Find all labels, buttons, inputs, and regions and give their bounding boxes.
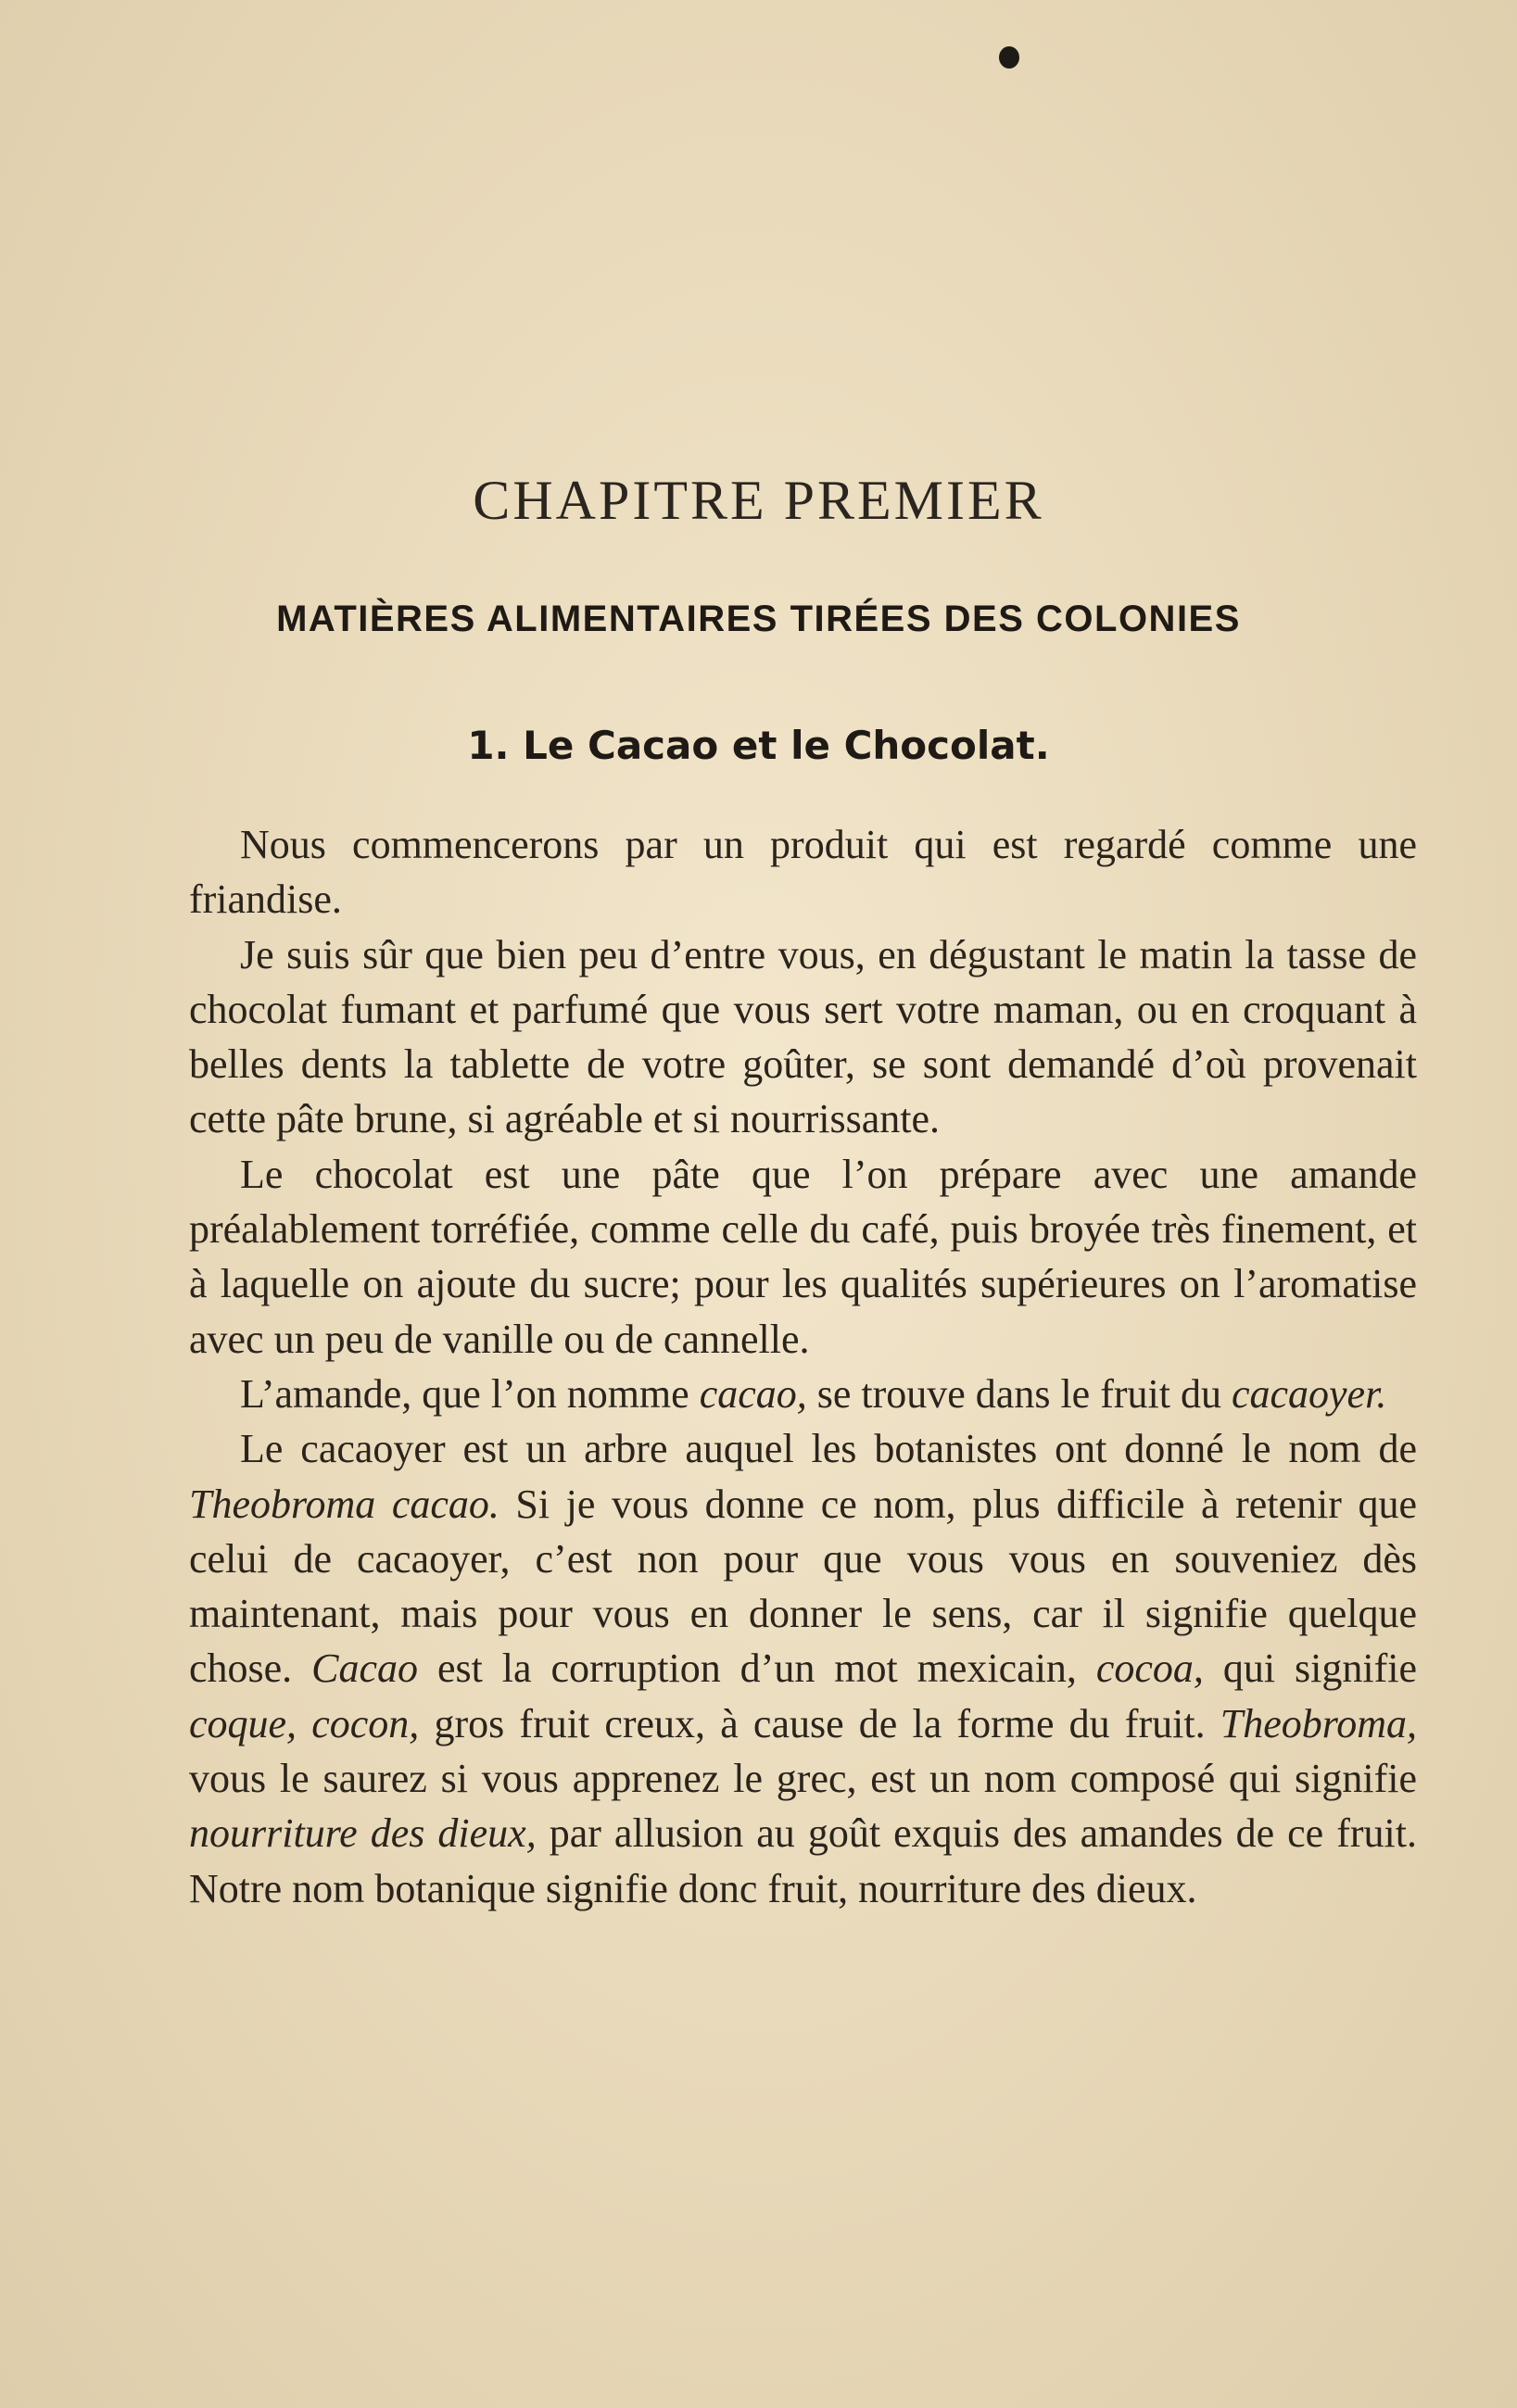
body-text [189, 817, 1417, 1916]
italic-term: Cacao [311, 1645, 419, 1692]
paragraph [189, 1147, 1417, 1367]
text-segment: Le cacaoyer est un arbre auquel les botanistes ont donné le nom de [240, 1426, 1417, 1472]
text-segment: par allusion au goût exquis des amandes de ce fruit. Notre nom botanique signifie donc fruit, nourriture des dieux. [189, 1810, 1417, 1911]
part-title: MATIÈRES ALIMENTAIRES TIRÉES DES COLONIES [276, 599, 1241, 639]
chapter-title: CHAPITRE PREMIER [473, 470, 1044, 531]
text-segment: Je suis sûr que bien peu d’entre vous, en dégustant le matin la tasse de chocolat fumant et parfumé que vous sert votre maman, ou en croquant à belles dents la tablette de votre goûter, se sont demandé d’où provenait cette pâte brune, si agréable et si nourrissante. [189, 931, 1417, 1142]
text-segment: Si je vous donne ce nom, plus difficile à retenir que celui de cacaoyer, c’est non pour que vous vous en souveniez dès maintenant, mais pour vous en donner le sens, car il signifie quelque chose. [189, 1481, 1417, 1692]
paragraph [189, 1421, 1417, 1916]
paragraph [189, 817, 1417, 927]
italic-term: coque, cocon, [189, 1700, 420, 1746]
paragraph [189, 1367, 1417, 1421]
text-segment: vous le saurez si vous apprenez le grec, est un nom composé qui signifie [189, 1756, 1417, 1802]
italic-term: nourriture des dieux, [189, 1810, 537, 1857]
text-segment: Le chocolat est une pâte que l’on prépare avec une amande préalablement torréfiée, comme celle du café, puis broyée très finement, et à laquelle on ajoute du sucre; pour les qualités supérieures on l’aromatise avec un peu de vanille ou de cannelle. [189, 1151, 1417, 1362]
italic-term: cacaoyer. [1231, 1370, 1387, 1417]
paragraph [189, 927, 1417, 1147]
text-segment: gros fruit creux, à cause de la forme du fruit. [419, 1700, 1220, 1746]
text-segment: qui signifie [1203, 1645, 1417, 1692]
italic-term: Theobroma cacao. [189, 1481, 499, 1527]
italic-term: Theobroma, [1220, 1700, 1418, 1746]
ink-dot-mark [999, 46, 1019, 69]
text-segment: Nous commencerons par un produit qui est regardé comme une friandise. [189, 822, 1417, 923]
italic-term: cacao, [699, 1370, 807, 1417]
section-title: 1. Le Cacao et le Chocolat. [467, 723, 1050, 768]
text-segment: est la corruption d’un mot mexicain, [418, 1645, 1096, 1692]
text-segment: L’amande, que l’on nomme [240, 1370, 700, 1417]
italic-term: cocoa, [1095, 1645, 1204, 1692]
text-segment: se trouve dans le fruit du [806, 1370, 1232, 1417]
